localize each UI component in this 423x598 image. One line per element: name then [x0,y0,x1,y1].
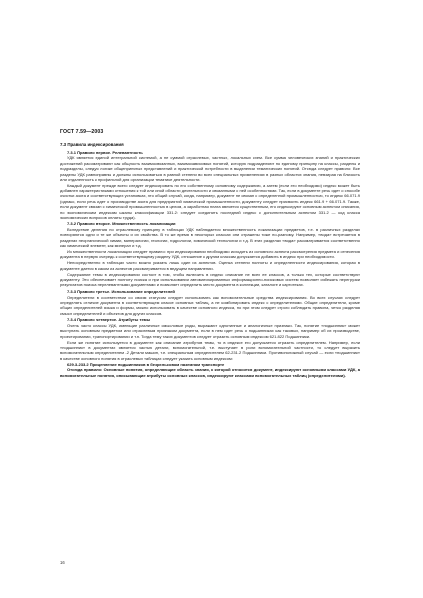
page-number: 16 [60,560,65,565]
paragraph: Если же понятие используется в документе как описание атрибутов темы, то в индексе его допускается отразить определителем. Например, если «подшипник» в документах является частью детали, вспомогательной, т.е. выступает в роли вспомогательной частности, то следует выразить вспомогательным определителем -2 Детали машин, т.е. специальным определителем 62-231.2 Подшипники. Противоположный случай — если «подшипник» в качестве основного понятия в отраслевых таблицах следует указать основным индексом: [60,339,360,361]
section-heading: 7.3 Правила индексирования [60,142,124,148]
subsection-heading: 7.3.1 Правило первое. Релевантность [67,149,143,155]
paragraph: Вследствие деления по отраслевому принципу в таблицах УДК наблюдается множественность локализации предметов, т.е. в различных разделах повторяются одни и те же объекты и их свойства. В то же время в некоторых классах они отражены тоже по-разному. Например, «вода» встречается в разделах неорганической химии, минералогии, геологии, гидрологии, химической технологии и т.д. В этих разделах «вода» рассматривается соответственно как химический элемент, как минерал и т.д. [60,227,360,249]
paragraph: УДК является единой интегральной системой, а не суммой отраслевых, частных, локальных схем. Все сумма человеческих знаний и практических достижений рассматривают как общность взаимосвязанных, взаимозависимых понятий, которую подразделяют по единому принципу на классы, разделы и подразделы, следуя логике общепринятых представлений и практической потребности в выделении тематических понятий. Отсюда следует правило: Все разделы УДК равноправны и должны использоваться в равной степени во всех специальных применениях в разных областях знания, невзирая на близость или отдаленность к профильной для организации тематике деятельности. [60,155,360,182]
paragraph: Определители в соответствии со своим статусом следует использовать как вспомогательные средства индексирования. Во всех случаях следует определять отличие документа в соответствующем классе основных таблиц, а не комбинировать индекс с определителями. Общие определители, кроме общих определителей языка и формы, можно использовать в качестве основного индекса, но при этом следует строго соблюдать правила, четко разделяя смысл определителей и объектов для других классов. [60,294,360,316]
paragraph: Очень часто классы УДК, имеющие различные смысловые ряды, выражают однотипные и аналогичные признаки. Так, понятие «подшипник» может выступать основным предметом или отраслевым признаком документа, если в нем идет речь о подшипниках как таковых, например об их производстве, проектировании, транспортировании и т.п. Тогда тему таких документов следует отразить основным индексом 621.822 Подшипники. [60,322,360,339]
subsection-heading: 7.3.3 Правило третье. Использование определителей [67,288,175,294]
paragraph: Непосредственно в таблицах часто можно указать лишь один из аспектов. Оценка степени полноты и определенности индексирования, которая в документе дается в каком из аспектов рассматривается в ведущем направлении. [60,260,360,271]
standard-header: ГОСТ 7.59—2003 [60,129,104,135]
example-line: 629.3-233.2 Прицепление подшипников в безрельсовом наземном транспорте [67,361,225,367]
document-body [60,141,360,379]
paragraph: Каждый документ прежде всего следует индексировать по его собственному основному содержанию, а затем (если это необходимо) индекс может быть добавлен характеристиками отношения к той или иной области деятельности и связанными с ней особенностями. Так, если в документе речь идет о способе очистки азота и соответствующих установках, это общий случай, когда, например, документ не связан с определенной промышленностью, то индекс 66.071.9 (однако, если речь идет о производстве азота для предприятий химической промышленности, документу следует присвоить индекс 661.9 + 66.071.9. Также, если документ связан с химической промышленностью в целом, а заработная плата является существенным, его индексируют основным аспектом описания, по экономическим индексам шкалы классификации 331.2: следует соединить последний индекс с дополнительным аспектом 331.2 — код класса экономических вопросов оплаты труда). [60,182,360,220]
paragraph: Из множественности локализации следует правило: при индексировании необходимо исходить из основного аспекта рассмотрения предмета и отнесения документа в первую очередь к соответствующему разделу УДК, отношение к другим классам допускается добавить в индекс при необходимости. [60,249,360,260]
subsection-heading: 7.3.2 Правило второе. Множественность локализации [67,221,176,227]
subsection-heading: 7.3.4 Правило четвертое. Атрибуты темы [67,317,151,322]
rule-paragraph: Отсюда правило: Основные понятия, определяющие область знания, к которой относится документ, индексируют основными классами УДК, а вспомогательные понятия, описывающие атрибуты основных классов, индексируют классами вспомогательных таблиц (определителями). [60,367,360,378]
paragraph: Содержание темы в индексировании состоит в том, чтобы включить в индекс описание не всех ее классов, а только тех, которые соответствуют документу. Это обеспечивает полноту поиска и при использовании автоматизированных информационно-поисковых систем позволяет избежать перегрузки результатов поиска нерелевантными документами и позволяет определить место документа в коллекции, каталоге и картотеках. [60,271,360,288]
